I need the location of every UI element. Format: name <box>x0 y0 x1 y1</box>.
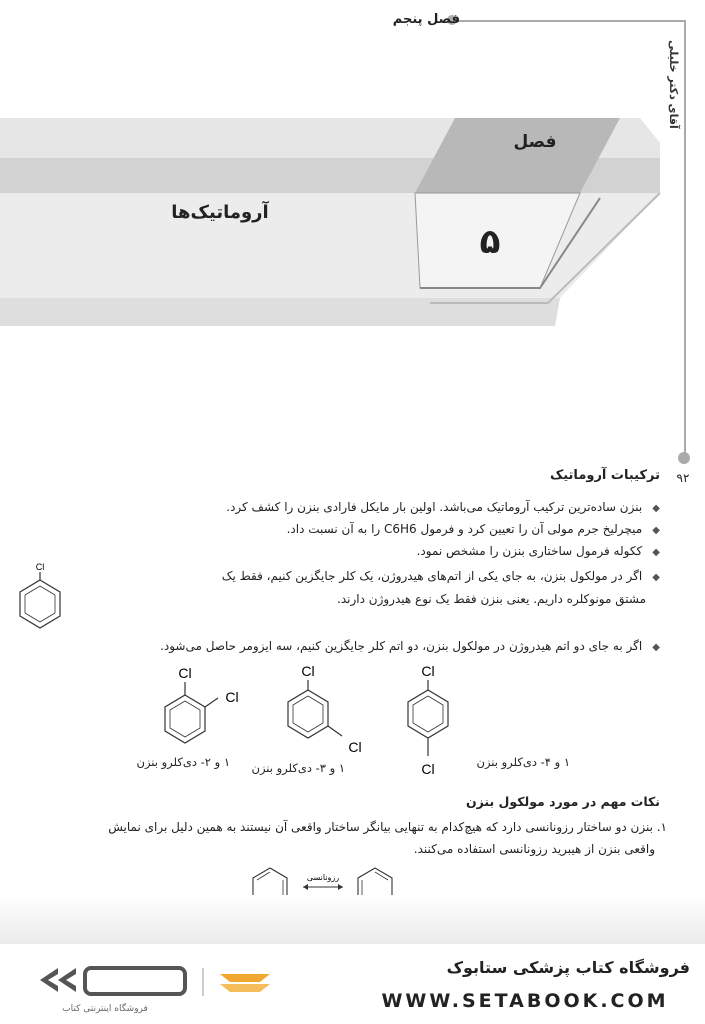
bullet-1: ◆ بنزن ساده‌ترین ترکیب آروماتیک می‌باشد. اولین بار مایکل فارادی بنزن را کشف کرد. <box>30 496 660 520</box>
svg-text:Cl: Cl <box>421 761 435 777</box>
chlorobenzene-structure <box>10 560 70 640</box>
ortho-dichlorobenzene <box>150 660 250 755</box>
chapter-banner <box>0 98 705 338</box>
bullet-icon: ◆ <box>652 642 660 653</box>
para-label: ۱ و ۴- دی‌کلرو بنزن <box>476 755 570 769</box>
notes-title: نکات مهم در مورد مولکول بنزن <box>465 794 660 809</box>
cl-label: Cl <box>35 562 45 572</box>
bullet-3: ◆ ککوله فرمول ساختاری بنزن را مشخص نمود. <box>30 540 660 564</box>
header-rule <box>455 20 685 22</box>
chapter-title: آروماتیک‌ها <box>171 202 269 223</box>
svg-text:Cl: Cl <box>421 663 435 679</box>
bullet-icon: ◆ <box>652 525 660 536</box>
logo-tagline: فروشگاه اینترنتی کتاب <box>62 1004 148 1014</box>
note-1-line-1: ۱. بنزن دو ساختار رزونانسی دارد که هیچ‌کدام به تنهایی بیانگر ساختار واقعی آن نیستند به همین دلیل برای نمایش <box>108 820 667 834</box>
meta-label: ۱ و ۳- دی‌کلرو بنزن <box>251 761 345 775</box>
note-1-line-2: واقعی بنزن از هیبرید رزونانسی استفاده می‌کنند. <box>413 842 655 856</box>
para-dichlorobenzene <box>395 660 465 780</box>
page-fade <box>0 895 705 945</box>
setabook-logo <box>30 960 280 1005</box>
svg-text:Cl: Cl <box>348 739 362 755</box>
side-rule-dot <box>678 452 690 464</box>
svg-text:Cl: Cl <box>225 689 239 705</box>
bullet-4: ◆ اگر در مولکول بنزن، به جای یکی از اتم‌های هیدروژن، یک کلر جایگزین کنیم، فقط یک <box>110 565 660 589</box>
bullet-icon: ◆ <box>652 503 660 514</box>
section-title: ترکیبات آروماتیک <box>549 468 660 483</box>
bullet-5: ◆ اگر به جای دو اتم هیدروژن در مولکول بنزن، دو اتم کلر جایگزین کنیم، سه ایزومر حاصل می‌شود. <box>30 635 660 659</box>
svg-text:Cl: Cl <box>301 663 315 679</box>
bullet-icon: ◆ <box>652 547 660 558</box>
bullet-icon: ◆ <box>652 572 660 583</box>
chapter-word: فصل <box>513 132 557 152</box>
chapter-header: فصل پنجم <box>392 12 460 27</box>
bullet-4-cont: مشتق مونوکلره داریم. یعنی بنزن فقط یک نوع هیدروژن دارند. <box>337 592 646 606</box>
shop-name: فروشگاه کتاب پزشکی ستابوک <box>446 958 690 977</box>
svg-text:Cl: Cl <box>178 665 192 681</box>
side-author-text: آقای دکتر خلیلی <box>667 40 680 129</box>
chapter-number: ۵ <box>479 222 501 262</box>
resonance-label: رزونانسی <box>306 873 340 882</box>
bullet-2: ◆ میچرلیخ جرم مولی آن را تعیین کرد و فرمول C6H6 را به آن نسبت داد. <box>30 518 660 542</box>
page-number: ۹۲ <box>676 471 690 485</box>
ortho-label: ۱ و ۲- دی‌کلرو بنزن <box>136 755 230 769</box>
shop-url[interactable]: WWW.SETABOOK.COM <box>381 990 669 1012</box>
meta-dichlorobenzene <box>270 660 380 760</box>
